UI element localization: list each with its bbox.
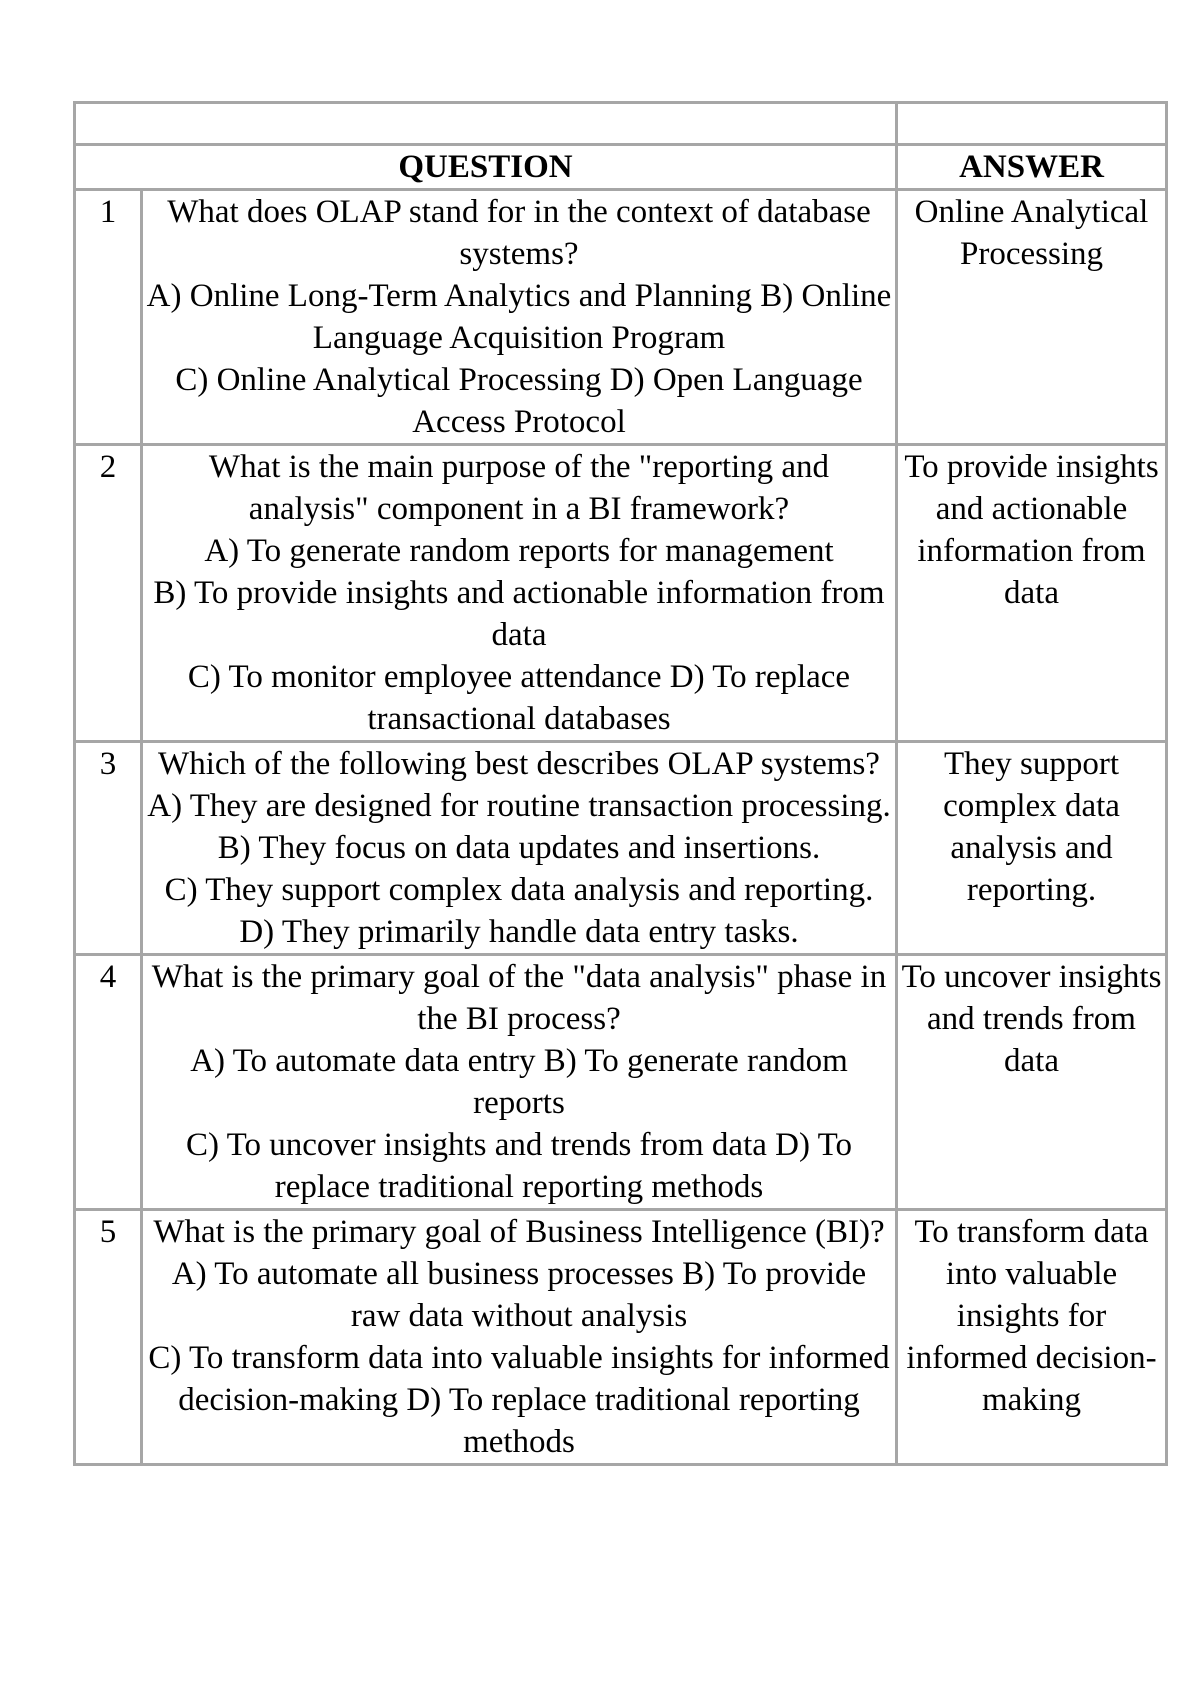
question-text: What is the primary goal of Business Intelligence (BI)?	[153, 1214, 885, 1250]
question-options: B) To provide insights and actionable information from data	[153, 575, 885, 653]
qa-table	[73, 101, 1168, 1466]
table-row	[75, 445, 1167, 742]
question-options: C) To uncover insights and trends from data D) To replace traditional reporting methods	[186, 1127, 852, 1205]
question-number: 2	[75, 445, 142, 742]
question-options: C) Online Analytical Processing D) Open Language Access Protocol	[175, 362, 863, 440]
question-text: What is the primary goal of the "data analysis" phase in the BI process?	[151, 959, 887, 1037]
question-options: A) They are designed for routine transaction processing. B) They focus on data updates and insertions.	[147, 788, 891, 866]
header-row	[75, 145, 1167, 190]
question-number: 5	[75, 1210, 142, 1465]
question-cell	[142, 190, 897, 445]
question-options: A) To generate random reports for management	[204, 533, 834, 569]
question-header: QUESTION	[75, 145, 897, 190]
question-options: C) To monitor employee attendance D) To replace transactional databases	[187, 659, 851, 737]
question-options: A) To automate all business processes B) To provide raw data without analysis	[171, 1256, 867, 1334]
question-options: A) Online Long-Term Analytics and Planning B) Online Language Acquisition Program	[146, 278, 892, 356]
answer-cell: To provide insights and actionable information from data	[897, 445, 1167, 742]
question-text: What is the main purpose of the "reporting and analysis" component in a BI framework?	[208, 449, 830, 527]
question-cell	[142, 742, 897, 955]
question-text: What does OLAP stand for in the context of database systems?	[167, 194, 871, 272]
answer-cell: To transform data into valuable insights for informed decision-making	[897, 1210, 1167, 1465]
question-cell	[142, 445, 897, 742]
empty-cell	[897, 103, 1167, 145]
question-cell	[142, 955, 897, 1210]
answer-cell: To uncover insights and trends from data	[897, 955, 1167, 1210]
table-row	[75, 955, 1167, 1210]
answer-cell: Online Analytical Processing	[897, 190, 1167, 445]
empty-cell	[75, 103, 897, 145]
question-number: 3	[75, 742, 142, 955]
table-row	[75, 190, 1167, 445]
question-cell	[142, 1210, 897, 1465]
question-options: C) To transform data into valuable insights for informed decision-making D) To replace traditional reporting methods	[148, 1340, 890, 1460]
answer-cell: They support complex data analysis and reporting.	[897, 742, 1167, 955]
question-options: A) To automate data entry B) To generate random reports	[190, 1043, 848, 1121]
table-row	[75, 1210, 1167, 1465]
question-text: Which of the following best describes OLAP systems?	[158, 746, 880, 782]
empty-top-row	[75, 103, 1167, 145]
answer-header: ANSWER	[897, 145, 1167, 190]
table-row	[75, 742, 1167, 955]
question-number: 1	[75, 190, 142, 445]
question-number: 4	[75, 955, 142, 1210]
question-options: C) They support complex data analysis and reporting. D) They primarily handle data entry tasks.	[164, 872, 874, 950]
